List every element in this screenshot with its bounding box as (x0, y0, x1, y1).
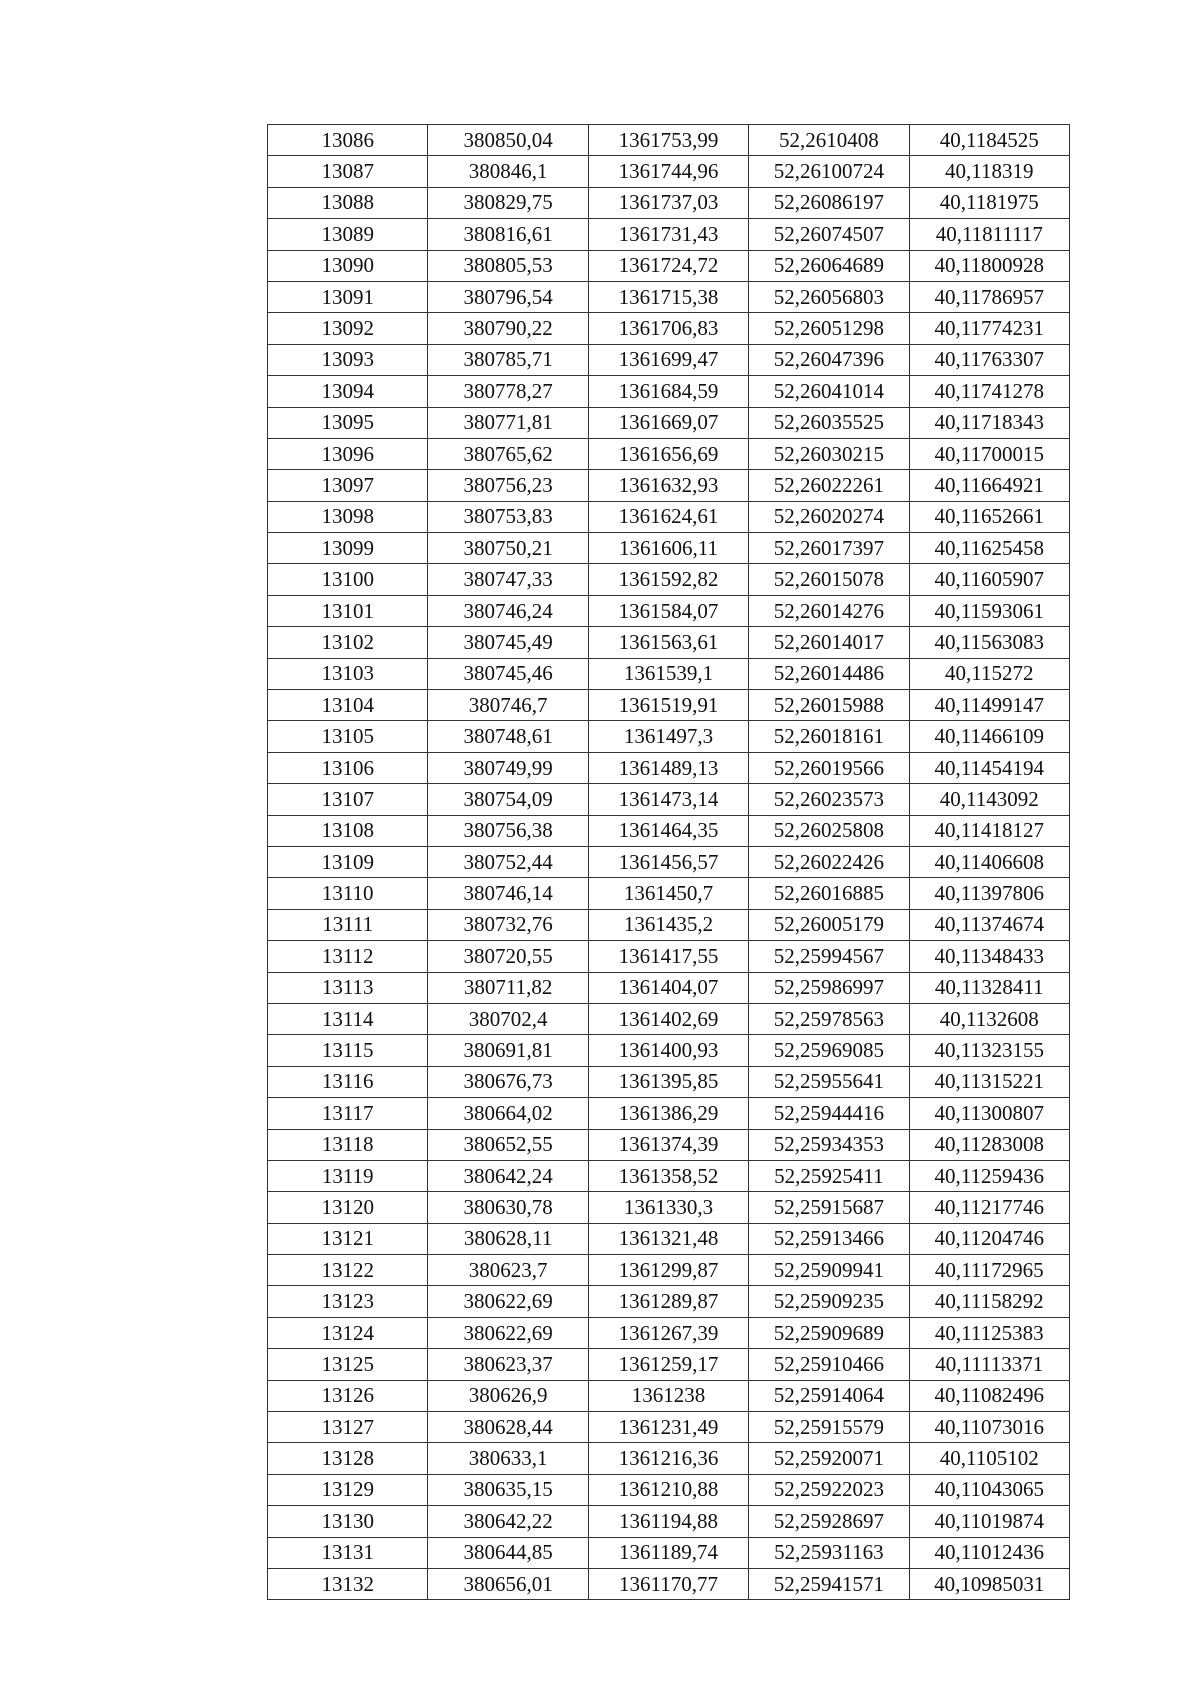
y-coordinate-cell: 1361216,36 (588, 1443, 748, 1474)
point-number-cell: 13106 (268, 752, 428, 783)
x-coordinate-cell: 380805,53 (428, 250, 588, 281)
x-coordinate-cell: 380765,62 (428, 438, 588, 469)
table-row (268, 1066, 1070, 1097)
table-row (268, 1443, 1070, 1474)
point-number-cell: 13104 (268, 690, 428, 721)
latitude-cell: 52,26005179 (749, 909, 909, 940)
latitude-cell: 52,26017397 (749, 533, 909, 564)
latitude-cell: 52,25925411 (749, 1160, 909, 1191)
x-coordinate-cell: 380748,61 (428, 721, 588, 752)
table-row (268, 250, 1070, 281)
longitude-cell: 40,11593061 (909, 595, 1069, 626)
x-coordinate-cell: 380756,23 (428, 470, 588, 501)
y-coordinate-cell: 1361592,82 (588, 564, 748, 595)
longitude-cell: 40,11204746 (909, 1223, 1069, 1254)
latitude-cell: 52,26074507 (749, 219, 909, 250)
latitude-cell: 52,25944416 (749, 1098, 909, 1129)
longitude-cell: 40,11217746 (909, 1192, 1069, 1223)
table-row (268, 784, 1070, 815)
longitude-cell: 40,1105102 (909, 1443, 1069, 1474)
point-number-cell: 13121 (268, 1223, 428, 1254)
x-coordinate-cell: 380664,02 (428, 1098, 588, 1129)
x-coordinate-cell: 380676,73 (428, 1066, 588, 1097)
point-number-cell: 13094 (268, 376, 428, 407)
longitude-cell: 40,11763307 (909, 344, 1069, 375)
x-coordinate-cell: 380656,01 (428, 1568, 588, 1599)
latitude-cell: 52,26015988 (749, 690, 909, 721)
latitude-cell: 52,25909941 (749, 1255, 909, 1286)
latitude-cell: 52,26018161 (749, 721, 909, 752)
point-number-cell: 13118 (268, 1129, 428, 1160)
y-coordinate-cell: 1361238 (588, 1380, 748, 1411)
longitude-cell: 40,10985031 (909, 1568, 1069, 1599)
table-row (268, 564, 1070, 595)
latitude-cell: 52,26100724 (749, 156, 909, 187)
table-row (268, 1412, 1070, 1443)
table-row (268, 376, 1070, 407)
table-row (268, 1129, 1070, 1160)
longitude-cell: 40,11259436 (909, 1160, 1069, 1191)
longitude-cell: 40,11300807 (909, 1098, 1069, 1129)
point-number-cell: 13125 (268, 1349, 428, 1380)
point-number-cell: 13111 (268, 909, 428, 940)
longitude-cell: 40,11700015 (909, 438, 1069, 469)
table-row (268, 1255, 1070, 1286)
point-number-cell: 13096 (268, 438, 428, 469)
longitude-cell: 40,11741278 (909, 376, 1069, 407)
point-number-cell: 13115 (268, 1035, 428, 1066)
x-coordinate-cell: 380623,7 (428, 1255, 588, 1286)
y-coordinate-cell: 1361519,91 (588, 690, 748, 721)
y-coordinate-cell: 1361489,13 (588, 752, 748, 783)
latitude-cell: 52,25910466 (749, 1349, 909, 1380)
table-row (268, 1223, 1070, 1254)
latitude-cell: 52,26064689 (749, 250, 909, 281)
x-coordinate-cell: 380778,27 (428, 376, 588, 407)
y-coordinate-cell: 1361189,74 (588, 1537, 748, 1568)
table-row (268, 1349, 1070, 1380)
longitude-cell: 40,11454194 (909, 752, 1069, 783)
latitude-cell: 52,25909235 (749, 1286, 909, 1317)
point-number-cell: 13091 (268, 281, 428, 312)
longitude-cell: 40,11315221 (909, 1066, 1069, 1097)
longitude-cell: 40,11605907 (909, 564, 1069, 595)
x-coordinate-cell: 380752,44 (428, 846, 588, 877)
point-number-cell: 13089 (268, 219, 428, 250)
table-row (268, 187, 1070, 218)
y-coordinate-cell: 1361358,52 (588, 1160, 748, 1191)
y-coordinate-cell: 1361417,55 (588, 941, 748, 972)
longitude-cell: 40,11172965 (909, 1255, 1069, 1286)
x-coordinate-cell: 380642,24 (428, 1160, 588, 1191)
latitude-cell: 52,26056803 (749, 281, 909, 312)
point-number-cell: 13099 (268, 533, 428, 564)
latitude-cell: 52,26022426 (749, 846, 909, 877)
longitude-cell: 40,1143092 (909, 784, 1069, 815)
point-number-cell: 13112 (268, 941, 428, 972)
latitude-cell: 52,26051298 (749, 313, 909, 344)
latitude-cell: 52,25915687 (749, 1192, 909, 1223)
table-row (268, 1003, 1070, 1034)
latitude-cell: 52,25986997 (749, 972, 909, 1003)
x-coordinate-cell: 380745,46 (428, 658, 588, 689)
x-coordinate-cell: 380816,61 (428, 219, 588, 250)
table-row (268, 313, 1070, 344)
point-number-cell: 13126 (268, 1380, 428, 1411)
y-coordinate-cell: 1361584,07 (588, 595, 748, 626)
y-coordinate-cell: 1361170,77 (588, 1568, 748, 1599)
longitude-cell: 40,1184525 (909, 125, 1069, 156)
longitude-cell: 40,11811117 (909, 219, 1069, 250)
y-coordinate-cell: 1361259,17 (588, 1349, 748, 1380)
x-coordinate-cell: 380626,9 (428, 1380, 588, 1411)
point-number-cell: 13116 (268, 1066, 428, 1097)
x-coordinate-cell: 380850,04 (428, 125, 588, 156)
latitude-cell: 52,26014486 (749, 658, 909, 689)
latitude-cell: 52,25914064 (749, 1380, 909, 1411)
latitude-cell: 52,26019566 (749, 752, 909, 783)
table-row (268, 752, 1070, 783)
point-number-cell: 13124 (268, 1317, 428, 1348)
x-coordinate-cell: 380829,75 (428, 187, 588, 218)
table-row (268, 344, 1070, 375)
y-coordinate-cell: 1361299,87 (588, 1255, 748, 1286)
point-number-cell: 13114 (268, 1003, 428, 1034)
y-coordinate-cell: 1361456,57 (588, 846, 748, 877)
longitude-cell: 40,11323155 (909, 1035, 1069, 1066)
longitude-cell: 40,1132608 (909, 1003, 1069, 1034)
table-row (268, 815, 1070, 846)
y-coordinate-cell: 1361497,3 (588, 721, 748, 752)
table-row (268, 501, 1070, 532)
table-row (268, 627, 1070, 658)
y-coordinate-cell: 1361744,96 (588, 156, 748, 187)
y-coordinate-cell: 1361450,7 (588, 878, 748, 909)
table-row (268, 1506, 1070, 1537)
y-coordinate-cell: 1361731,43 (588, 219, 748, 250)
point-number-cell: 13129 (268, 1474, 428, 1505)
longitude-cell: 40,11328411 (909, 972, 1069, 1003)
y-coordinate-cell: 1361473,14 (588, 784, 748, 815)
x-coordinate-cell: 380756,38 (428, 815, 588, 846)
point-number-cell: 13127 (268, 1412, 428, 1443)
x-coordinate-cell: 380747,33 (428, 564, 588, 595)
latitude-cell: 52,25955641 (749, 1066, 909, 1097)
longitude-cell: 40,11374674 (909, 909, 1069, 940)
point-number-cell: 13108 (268, 815, 428, 846)
longitude-cell: 40,11800928 (909, 250, 1069, 281)
latitude-cell: 52,25978563 (749, 1003, 909, 1034)
longitude-cell: 40,11073016 (909, 1412, 1069, 1443)
y-coordinate-cell: 1361435,2 (588, 909, 748, 940)
y-coordinate-cell: 1361632,93 (588, 470, 748, 501)
longitude-cell: 40,115272 (909, 658, 1069, 689)
longitude-cell: 40,1181975 (909, 187, 1069, 218)
point-number-cell: 13101 (268, 595, 428, 626)
y-coordinate-cell: 1361753,99 (588, 125, 748, 156)
longitude-cell: 40,11418127 (909, 815, 1069, 846)
longitude-cell: 40,11466109 (909, 721, 1069, 752)
latitude-cell: 52,26041014 (749, 376, 909, 407)
point-number-cell: 13132 (268, 1568, 428, 1599)
longitude-cell: 40,11158292 (909, 1286, 1069, 1317)
point-number-cell: 13100 (268, 564, 428, 595)
point-number-cell: 13123 (268, 1286, 428, 1317)
y-coordinate-cell: 1361464,35 (588, 815, 748, 846)
x-coordinate-cell: 380644,85 (428, 1537, 588, 1568)
x-coordinate-cell: 380796,54 (428, 281, 588, 312)
y-coordinate-cell: 1361231,49 (588, 1412, 748, 1443)
x-coordinate-cell: 380745,49 (428, 627, 588, 658)
table-row (268, 1317, 1070, 1348)
coordinates-table-body (268, 125, 1070, 1600)
point-number-cell: 13122 (268, 1255, 428, 1286)
latitude-cell: 52,26022261 (749, 470, 909, 501)
point-number-cell: 13130 (268, 1506, 428, 1537)
table-row (268, 1286, 1070, 1317)
point-number-cell: 13120 (268, 1192, 428, 1223)
table-row (268, 846, 1070, 877)
table-row (268, 721, 1070, 752)
latitude-cell: 52,26035525 (749, 407, 909, 438)
latitude-cell: 52,25909689 (749, 1317, 909, 1348)
y-coordinate-cell: 1361715,38 (588, 281, 748, 312)
longitude-cell: 40,11664921 (909, 470, 1069, 501)
y-coordinate-cell: 1361699,47 (588, 344, 748, 375)
table-row (268, 1474, 1070, 1505)
x-coordinate-cell: 380746,24 (428, 595, 588, 626)
latitude-cell: 52,26047396 (749, 344, 909, 375)
coordinates-table (267, 124, 1070, 1600)
x-coordinate-cell: 380630,78 (428, 1192, 588, 1223)
latitude-cell: 52,2610408 (749, 125, 909, 156)
y-coordinate-cell: 1361374,39 (588, 1129, 748, 1160)
point-number-cell: 13128 (268, 1443, 428, 1474)
x-coordinate-cell: 380628,44 (428, 1412, 588, 1443)
longitude-cell: 40,11019874 (909, 1506, 1069, 1537)
point-number-cell: 13102 (268, 627, 428, 658)
x-coordinate-cell: 380750,21 (428, 533, 588, 564)
table-row (268, 1537, 1070, 1568)
table-row (268, 1568, 1070, 1599)
point-number-cell: 13117 (268, 1098, 428, 1129)
table-row (268, 1192, 1070, 1223)
latitude-cell: 52,26025808 (749, 815, 909, 846)
x-coordinate-cell: 380790,22 (428, 313, 588, 344)
y-coordinate-cell: 1361539,1 (588, 658, 748, 689)
table-row (268, 281, 1070, 312)
longitude-cell: 40,118319 (909, 156, 1069, 187)
x-coordinate-cell: 380753,83 (428, 501, 588, 532)
latitude-cell: 52,25915579 (749, 1412, 909, 1443)
table-row (268, 407, 1070, 438)
longitude-cell: 40,11499147 (909, 690, 1069, 721)
table-row (268, 219, 1070, 250)
y-coordinate-cell: 1361267,39 (588, 1317, 748, 1348)
latitude-cell: 52,26020274 (749, 501, 909, 532)
point-number-cell: 13095 (268, 407, 428, 438)
longitude-cell: 40,11718343 (909, 407, 1069, 438)
table-row (268, 1035, 1070, 1066)
point-number-cell: 13087 (268, 156, 428, 187)
x-coordinate-cell: 380771,81 (428, 407, 588, 438)
y-coordinate-cell: 1361402,69 (588, 1003, 748, 1034)
point-number-cell: 13105 (268, 721, 428, 752)
y-coordinate-cell: 1361194,88 (588, 1506, 748, 1537)
longitude-cell: 40,11625458 (909, 533, 1069, 564)
table-row (268, 909, 1070, 940)
latitude-cell: 52,26023573 (749, 784, 909, 815)
x-coordinate-cell: 380652,55 (428, 1129, 588, 1160)
longitude-cell: 40,11283008 (909, 1129, 1069, 1160)
latitude-cell: 52,25922023 (749, 1474, 909, 1505)
x-coordinate-cell: 380746,14 (428, 878, 588, 909)
point-number-cell: 13088 (268, 187, 428, 218)
point-number-cell: 13086 (268, 125, 428, 156)
latitude-cell: 52,25934353 (749, 1129, 909, 1160)
y-coordinate-cell: 1361395,85 (588, 1066, 748, 1097)
table-row (268, 125, 1070, 156)
table-row (268, 1380, 1070, 1411)
table-row (268, 878, 1070, 909)
table-row (268, 1160, 1070, 1191)
y-coordinate-cell: 1361724,72 (588, 250, 748, 281)
point-number-cell: 13119 (268, 1160, 428, 1191)
longitude-cell: 40,11012436 (909, 1537, 1069, 1568)
latitude-cell: 52,25920071 (749, 1443, 909, 1474)
x-coordinate-cell: 380732,76 (428, 909, 588, 940)
x-coordinate-cell: 380635,15 (428, 1474, 588, 1505)
longitude-cell: 40,11043065 (909, 1474, 1069, 1505)
latitude-cell: 52,25913466 (749, 1223, 909, 1254)
point-number-cell: 13098 (268, 501, 428, 532)
latitude-cell: 52,26016885 (749, 878, 909, 909)
y-coordinate-cell: 1361400,93 (588, 1035, 748, 1066)
point-number-cell: 13113 (268, 972, 428, 1003)
table-row (268, 1098, 1070, 1129)
y-coordinate-cell: 1361404,07 (588, 972, 748, 1003)
point-number-cell: 13109 (268, 846, 428, 877)
longitude-cell: 40,11774231 (909, 313, 1069, 344)
longitude-cell: 40,11082496 (909, 1380, 1069, 1411)
x-coordinate-cell: 380711,82 (428, 972, 588, 1003)
table-row (268, 941, 1070, 972)
latitude-cell: 52,25931163 (749, 1537, 909, 1568)
point-number-cell: 13090 (268, 250, 428, 281)
y-coordinate-cell: 1361289,87 (588, 1286, 748, 1317)
latitude-cell: 52,26086197 (749, 187, 909, 218)
y-coordinate-cell: 1361606,11 (588, 533, 748, 564)
y-coordinate-cell: 1361669,07 (588, 407, 748, 438)
y-coordinate-cell: 1361684,59 (588, 376, 748, 407)
table-row (268, 658, 1070, 689)
x-coordinate-cell: 380691,81 (428, 1035, 588, 1066)
latitude-cell: 52,26015078 (749, 564, 909, 595)
y-coordinate-cell: 1361656,69 (588, 438, 748, 469)
table-row (268, 972, 1070, 1003)
x-coordinate-cell: 380628,11 (428, 1223, 588, 1254)
table-row (268, 690, 1070, 721)
longitude-cell: 40,11348433 (909, 941, 1069, 972)
y-coordinate-cell: 1361210,88 (588, 1474, 748, 1505)
y-coordinate-cell: 1361563,61 (588, 627, 748, 658)
x-coordinate-cell: 380754,09 (428, 784, 588, 815)
latitude-cell: 52,25969085 (749, 1035, 909, 1066)
x-coordinate-cell: 380642,22 (428, 1506, 588, 1537)
table-row (268, 595, 1070, 626)
y-coordinate-cell: 1361386,29 (588, 1098, 748, 1129)
table-row (268, 470, 1070, 501)
x-coordinate-cell: 380622,69 (428, 1286, 588, 1317)
y-coordinate-cell: 1361321,48 (588, 1223, 748, 1254)
x-coordinate-cell: 380785,71 (428, 344, 588, 375)
longitude-cell: 40,11113371 (909, 1349, 1069, 1380)
x-coordinate-cell: 380846,1 (428, 156, 588, 187)
point-number-cell: 13093 (268, 344, 428, 375)
point-number-cell: 13107 (268, 784, 428, 815)
y-coordinate-cell: 1361624,61 (588, 501, 748, 532)
y-coordinate-cell: 1361737,03 (588, 187, 748, 218)
point-number-cell: 13103 (268, 658, 428, 689)
latitude-cell: 52,25994567 (749, 941, 909, 972)
point-number-cell: 13097 (268, 470, 428, 501)
latitude-cell: 52,25928697 (749, 1506, 909, 1537)
x-coordinate-cell: 380720,55 (428, 941, 588, 972)
longitude-cell: 40,11406608 (909, 846, 1069, 877)
x-coordinate-cell: 380633,1 (428, 1443, 588, 1474)
longitude-cell: 40,11125383 (909, 1317, 1069, 1348)
table-row (268, 156, 1070, 187)
x-coordinate-cell: 380746,7 (428, 690, 588, 721)
latitude-cell: 52,25941571 (749, 1568, 909, 1599)
x-coordinate-cell: 380702,4 (428, 1003, 588, 1034)
point-number-cell: 13092 (268, 313, 428, 344)
table-row (268, 533, 1070, 564)
x-coordinate-cell: 380749,99 (428, 752, 588, 783)
longitude-cell: 40,11397806 (909, 878, 1069, 909)
longitude-cell: 40,11786957 (909, 281, 1069, 312)
longitude-cell: 40,11652661 (909, 501, 1069, 532)
y-coordinate-cell: 1361706,83 (588, 313, 748, 344)
latitude-cell: 52,26030215 (749, 438, 909, 469)
point-number-cell: 13131 (268, 1537, 428, 1568)
table-row (268, 438, 1070, 469)
latitude-cell: 52,26014017 (749, 627, 909, 658)
x-coordinate-cell: 380622,69 (428, 1317, 588, 1348)
y-coordinate-cell: 1361330,3 (588, 1192, 748, 1223)
longitude-cell: 40,11563083 (909, 627, 1069, 658)
latitude-cell: 52,26014276 (749, 595, 909, 626)
point-number-cell: 13110 (268, 878, 428, 909)
x-coordinate-cell: 380623,37 (428, 1349, 588, 1380)
